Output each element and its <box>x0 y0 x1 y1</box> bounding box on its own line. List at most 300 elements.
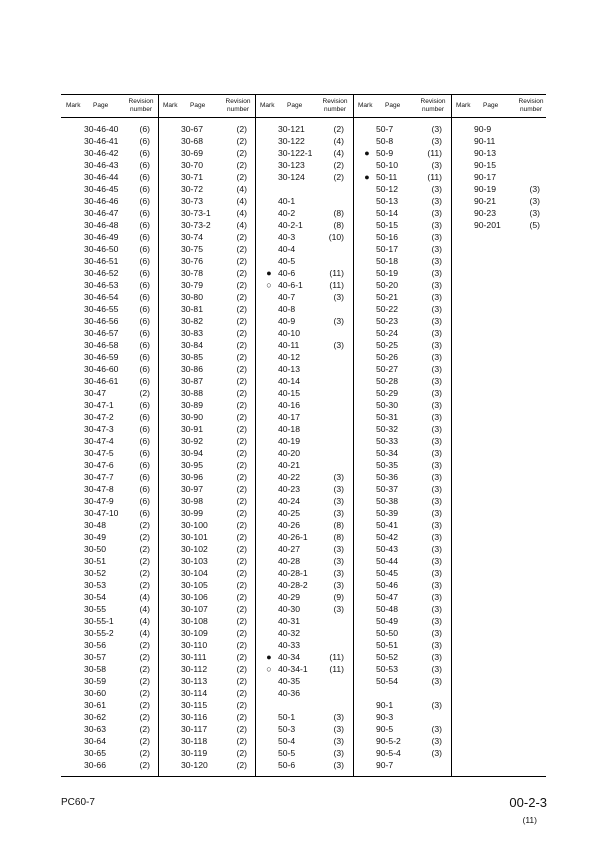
table-row <box>353 567 450 579</box>
table-row <box>255 315 352 327</box>
table-row <box>158 183 255 195</box>
row-revision: (4) <box>139 628 150 638</box>
row-page: 30-46-48 <box>84 220 119 230</box>
row-page: 30-105 <box>181 580 208 590</box>
table-row <box>158 351 255 363</box>
header-page: Page <box>385 102 401 109</box>
row-page: 30-47-8 <box>84 484 114 494</box>
row-revision: (6) <box>139 340 150 350</box>
row-revision: (2) <box>236 328 247 338</box>
row-revision: (3) <box>333 496 344 506</box>
row-revision: (6) <box>139 136 150 146</box>
row-page: 30-114 <box>181 688 208 698</box>
row-page: 30-46-44 <box>84 172 119 182</box>
table-row <box>61 279 158 291</box>
table-row <box>158 255 255 267</box>
row-revision: (2) <box>236 304 247 314</box>
row-revision: (6) <box>139 268 150 278</box>
table-row <box>353 639 450 651</box>
row-page: 50-28 <box>376 376 398 386</box>
row-page: 50-7 <box>376 124 394 134</box>
row-revision: (3) <box>431 592 442 602</box>
row-page: 30-47 <box>84 388 106 398</box>
row-mark: ● <box>266 268 272 278</box>
table-row <box>353 447 450 459</box>
row-page: 30-46-40 <box>84 124 119 134</box>
row-page: 90-11 <box>474 136 496 146</box>
row-revision: (3) <box>333 472 344 482</box>
table-row <box>158 231 255 243</box>
table-row <box>353 711 450 723</box>
table-row <box>255 531 352 543</box>
row-page: 30-104 <box>181 568 208 578</box>
row-revision: (2) <box>236 604 247 614</box>
row-revision: (3) <box>431 532 442 542</box>
row-page: 30-55-1 <box>84 616 114 626</box>
row-page: 40-32 <box>278 628 300 638</box>
row-page: 40-5 <box>278 256 296 266</box>
table-row <box>61 687 158 699</box>
row-page: 50-27 <box>376 364 398 374</box>
row-page: 30-46-61 <box>84 376 119 386</box>
row-page: 30-87 <box>181 376 203 386</box>
row-revision: (2) <box>236 424 247 434</box>
table-row <box>451 195 548 207</box>
table-row <box>158 711 255 723</box>
table-row <box>451 207 548 219</box>
row-page: 40-20 <box>278 448 300 458</box>
row-revision: (2) <box>139 748 150 758</box>
row-page: 90-15 <box>474 160 496 170</box>
table-row <box>158 579 255 591</box>
row-page: 30-89 <box>181 400 203 410</box>
row-revision: (2) <box>139 544 150 554</box>
row-page: 50-4 <box>278 736 296 746</box>
row-revision: (3) <box>333 508 344 518</box>
table-row <box>255 423 352 435</box>
table-row <box>61 231 158 243</box>
row-revision: (2) <box>236 268 247 278</box>
row-revision: (2) <box>236 688 247 698</box>
table-row <box>255 267 352 279</box>
table-row <box>255 723 352 735</box>
row-page: 40-27 <box>278 544 300 554</box>
row-revision: (2) <box>236 460 247 470</box>
table-row <box>61 459 158 471</box>
table-row <box>353 147 450 159</box>
row-revision: (3) <box>431 232 442 242</box>
row-page: 30-109 <box>181 628 208 638</box>
row-revision: (6) <box>139 508 150 518</box>
row-page: 30-102 <box>181 544 208 554</box>
footer-page-number: 00-2-3 <box>509 795 547 810</box>
row-revision: (2) <box>236 400 247 410</box>
row-revision: (11) <box>329 268 344 278</box>
table-row <box>353 519 450 531</box>
row-page: 90-3 <box>376 712 394 722</box>
row-revision: (3) <box>333 736 344 746</box>
row-revision: (2) <box>236 316 247 326</box>
table-row <box>158 171 255 183</box>
table-row <box>353 207 450 219</box>
row-revision: (2) <box>236 388 247 398</box>
row-page: 40-28-1 <box>278 568 308 578</box>
table-row <box>255 663 352 675</box>
row-page: 30-108 <box>181 616 208 626</box>
column-header <box>353 95 450 117</box>
row-page: 40-34-1 <box>278 664 308 674</box>
table-row <box>255 399 352 411</box>
table-row <box>158 375 255 387</box>
row-page: 30-59 <box>84 676 106 686</box>
row-revision: (3) <box>431 400 442 410</box>
row-page: 30-47-10 <box>84 508 119 518</box>
row-page: 40-26 <box>278 520 300 530</box>
row-revision: (3) <box>431 748 442 758</box>
row-page: 50-15 <box>376 220 398 230</box>
row-page: 40-26-1 <box>278 532 308 542</box>
row-page: 30-107 <box>181 604 208 614</box>
header-mark: Mark <box>358 102 373 109</box>
row-page: 30-61 <box>84 700 106 710</box>
row-revision: (3) <box>333 484 344 494</box>
row-revision: (2) <box>139 724 150 734</box>
row-revision: (6) <box>139 220 150 230</box>
row-revision: (3) <box>431 736 442 746</box>
table-row <box>353 459 450 471</box>
row-page: 50-33 <box>376 436 398 446</box>
table-row <box>158 219 255 231</box>
row-revision: (2) <box>236 448 247 458</box>
row-page: 40-2-1 <box>278 220 303 230</box>
row-revision: (3) <box>431 304 442 314</box>
row-revision: (4) <box>236 184 247 194</box>
table-row <box>353 603 450 615</box>
table-row <box>158 735 255 747</box>
row-page: 30-47-4 <box>84 436 114 446</box>
row-page: 50-41 <box>376 520 398 530</box>
table-row <box>61 315 158 327</box>
header-revision: Revision number <box>420 98 446 113</box>
table-row <box>353 663 450 675</box>
table-row <box>158 159 255 171</box>
row-revision: (6) <box>139 436 150 446</box>
row-revision: (2) <box>236 148 247 158</box>
row-page: 30-46-41 <box>84 136 119 146</box>
row-page: 30-117 <box>181 724 208 734</box>
row-page: 40-1 <box>278 196 296 206</box>
table-row <box>255 747 352 759</box>
row-page: 50-16 <box>376 232 398 242</box>
row-revision: (2) <box>139 736 150 746</box>
table-row <box>158 687 255 699</box>
table-row <box>255 171 352 183</box>
row-page: 50-38 <box>376 496 398 506</box>
row-page: 50-11 <box>376 172 398 182</box>
row-page: 30-83 <box>181 328 203 338</box>
table-row <box>61 135 158 147</box>
row-revision: (2) <box>236 160 247 170</box>
table-row <box>158 435 255 447</box>
row-page: 30-47-2 <box>84 412 114 422</box>
row-revision: (11) <box>427 172 442 182</box>
row-page: 30-46-54 <box>84 292 119 302</box>
table-row <box>61 531 158 543</box>
table-row <box>255 255 352 267</box>
table-row <box>61 327 158 339</box>
table-row <box>451 159 548 171</box>
row-revision: (2) <box>236 532 247 542</box>
row-page: 30-90 <box>181 412 203 422</box>
table-row <box>255 471 352 483</box>
row-page: 90-13 <box>474 148 496 158</box>
table-row <box>255 603 352 615</box>
table-row <box>255 219 352 231</box>
table-row <box>255 615 352 627</box>
row-revision: (8) <box>333 208 344 218</box>
row-page: 50-22 <box>376 304 398 314</box>
row-revision: (2) <box>236 244 247 254</box>
row-page: 30-122-1 <box>278 148 313 158</box>
table-row <box>61 243 158 255</box>
row-page: 30-46-58 <box>84 340 119 350</box>
table-row <box>61 351 158 363</box>
row-page: 30-64 <box>84 736 106 746</box>
revision-column <box>353 123 450 771</box>
row-revision: (8) <box>333 532 344 542</box>
row-page: 90-7 <box>376 760 394 770</box>
row-page: 40-25 <box>278 508 300 518</box>
row-revision: (3) <box>431 700 442 710</box>
table-row <box>158 747 255 759</box>
row-revision: (3) <box>431 244 442 254</box>
table-row <box>353 651 450 663</box>
row-revision: (6) <box>139 364 150 374</box>
row-page: 40-23 <box>278 484 300 494</box>
row-revision: (6) <box>139 400 150 410</box>
table-row <box>61 639 158 651</box>
row-page: 30-98 <box>181 496 203 506</box>
row-page: 90-23 <box>474 208 496 218</box>
row-page: 50-45 <box>376 568 398 578</box>
table-row <box>158 555 255 567</box>
row-revision: (2) <box>236 136 247 146</box>
row-revision: (2) <box>236 508 247 518</box>
row-page: 50-1 <box>278 712 296 722</box>
row-revision: (2) <box>236 232 247 242</box>
table-row <box>255 759 352 771</box>
table-row <box>61 255 158 267</box>
table-row <box>255 447 352 459</box>
row-revision: (6) <box>139 352 150 362</box>
revision-column <box>451 123 548 231</box>
table-row <box>255 159 352 171</box>
row-page: 30-49 <box>84 532 106 542</box>
table-row <box>158 135 255 147</box>
row-page: 40-9 <box>278 316 296 326</box>
column-header <box>451 95 548 117</box>
row-revision: (3) <box>431 556 442 566</box>
table-row <box>158 591 255 603</box>
table-row <box>158 543 255 555</box>
table-row <box>255 339 352 351</box>
table-row <box>61 339 158 351</box>
row-page: 30-115 <box>181 700 208 710</box>
table-row <box>61 219 158 231</box>
table-row <box>61 627 158 639</box>
header-revision: Revision number <box>518 98 544 113</box>
table-row <box>61 411 158 423</box>
row-revision: (2) <box>139 688 150 698</box>
row-revision: (3) <box>431 220 442 230</box>
row-revision: (2) <box>236 748 247 758</box>
row-revision: (3) <box>431 424 442 434</box>
row-revision: (4) <box>333 136 344 146</box>
row-page: 90-5-4 <box>376 748 401 758</box>
row-page: 30-46-57 <box>84 328 119 338</box>
row-revision: (3) <box>431 568 442 578</box>
row-revision: (3) <box>431 160 442 170</box>
row-page: 30-116 <box>181 712 208 722</box>
row-page: 30-75 <box>181 244 203 254</box>
row-revision: (8) <box>333 220 344 230</box>
table-row <box>61 435 158 447</box>
table-row <box>353 387 450 399</box>
row-page: 30-47-6 <box>84 460 114 470</box>
row-page: 30-79 <box>181 280 203 290</box>
table-row <box>255 579 352 591</box>
table-row <box>61 579 158 591</box>
table-row <box>158 387 255 399</box>
row-page: 30-54 <box>84 592 106 602</box>
table-row <box>353 591 450 603</box>
row-revision: (4) <box>139 604 150 614</box>
table-row <box>158 495 255 507</box>
row-page: 30-122 <box>278 136 305 146</box>
table-row <box>353 747 450 759</box>
table-row <box>61 183 158 195</box>
table-row <box>158 603 255 615</box>
table-row <box>158 315 255 327</box>
row-revision: (3) <box>529 208 540 218</box>
row-page: 50-26 <box>376 352 398 362</box>
table-row <box>61 375 158 387</box>
row-revision: (2) <box>236 484 247 494</box>
table-row <box>61 723 158 735</box>
row-revision: (2) <box>236 520 247 530</box>
row-revision: (9) <box>333 592 344 602</box>
row-revision: (3) <box>431 508 442 518</box>
row-page: 50-19 <box>376 268 398 278</box>
row-page: 40-13 <box>278 364 300 374</box>
row-mark: ● <box>266 652 272 662</box>
row-revision: (6) <box>139 460 150 470</box>
row-page: 90-201 <box>474 220 501 230</box>
table-row <box>255 495 352 507</box>
row-revision: (3) <box>431 616 442 626</box>
row-revision: (6) <box>139 160 150 170</box>
row-page: 50-24 <box>376 328 398 338</box>
footer-model: PC60-7 <box>61 797 95 808</box>
row-page: 40-18 <box>278 424 300 434</box>
row-revision: (6) <box>139 412 150 422</box>
table-row <box>353 579 450 591</box>
row-page: 30-81 <box>181 304 203 314</box>
row-page: 30-53 <box>84 580 106 590</box>
row-revision: (3) <box>431 640 442 650</box>
row-revision: (3) <box>431 196 442 206</box>
row-revision: (11) <box>329 652 344 662</box>
row-revision: (3) <box>431 184 442 194</box>
table-row <box>353 723 450 735</box>
row-revision: (2) <box>236 568 247 578</box>
row-revision: (6) <box>139 172 150 182</box>
table-row <box>255 543 352 555</box>
footer-revision: (11) <box>522 815 537 825</box>
row-revision: (2) <box>139 676 150 686</box>
row-page: 30-82 <box>181 316 203 326</box>
row-revision: (2) <box>236 652 247 662</box>
row-page: 30-46-53 <box>84 280 119 290</box>
row-page: 30-94 <box>181 448 203 458</box>
table-row <box>255 387 352 399</box>
row-revision: (3) <box>333 316 344 326</box>
row-page: 50-37 <box>376 484 398 494</box>
table-row <box>353 219 450 231</box>
row-page: 50-52 <box>376 652 398 662</box>
table-row <box>158 567 255 579</box>
row-page: 30-73 <box>181 196 203 206</box>
table-row <box>255 351 352 363</box>
row-revision: (2) <box>236 352 247 362</box>
row-revision: (3) <box>431 580 442 590</box>
table-row <box>158 327 255 339</box>
table-row <box>61 651 158 663</box>
table-row <box>255 411 352 423</box>
row-revision: (11) <box>329 280 344 290</box>
row-page: 30-46-56 <box>84 316 119 326</box>
row-page: 40-12 <box>278 352 300 362</box>
row-page: 30-51 <box>84 556 106 566</box>
row-page: 50-14 <box>376 208 398 218</box>
row-revision: (6) <box>139 376 150 386</box>
row-revision: (2) <box>236 172 247 182</box>
row-page: 40-30 <box>278 604 300 614</box>
row-revision: (3) <box>333 580 344 590</box>
row-page: 30-46-42 <box>84 148 119 158</box>
row-page: 50-8 <box>376 136 394 146</box>
row-page: 40-17 <box>278 412 300 422</box>
row-page: 40-3 <box>278 232 296 242</box>
table-row <box>61 291 158 303</box>
row-revision: (2) <box>236 340 247 350</box>
row-revision: (3) <box>333 604 344 614</box>
table-row <box>353 435 450 447</box>
table-row <box>353 555 450 567</box>
row-page: 30-46-60 <box>84 364 119 374</box>
row-page: 50-51 <box>376 640 398 650</box>
row-page: 30-124 <box>278 172 305 182</box>
row-page: 30-106 <box>181 592 208 602</box>
row-revision: (3) <box>529 184 540 194</box>
row-page: 50-48 <box>376 604 398 614</box>
row-page: 30-47-3 <box>84 424 114 434</box>
row-page: 30-80 <box>181 292 203 302</box>
row-page: 50-10 <box>376 160 398 170</box>
row-revision: (6) <box>139 184 150 194</box>
row-page: 30-46-45 <box>84 184 119 194</box>
row-revision: (3) <box>431 352 442 362</box>
